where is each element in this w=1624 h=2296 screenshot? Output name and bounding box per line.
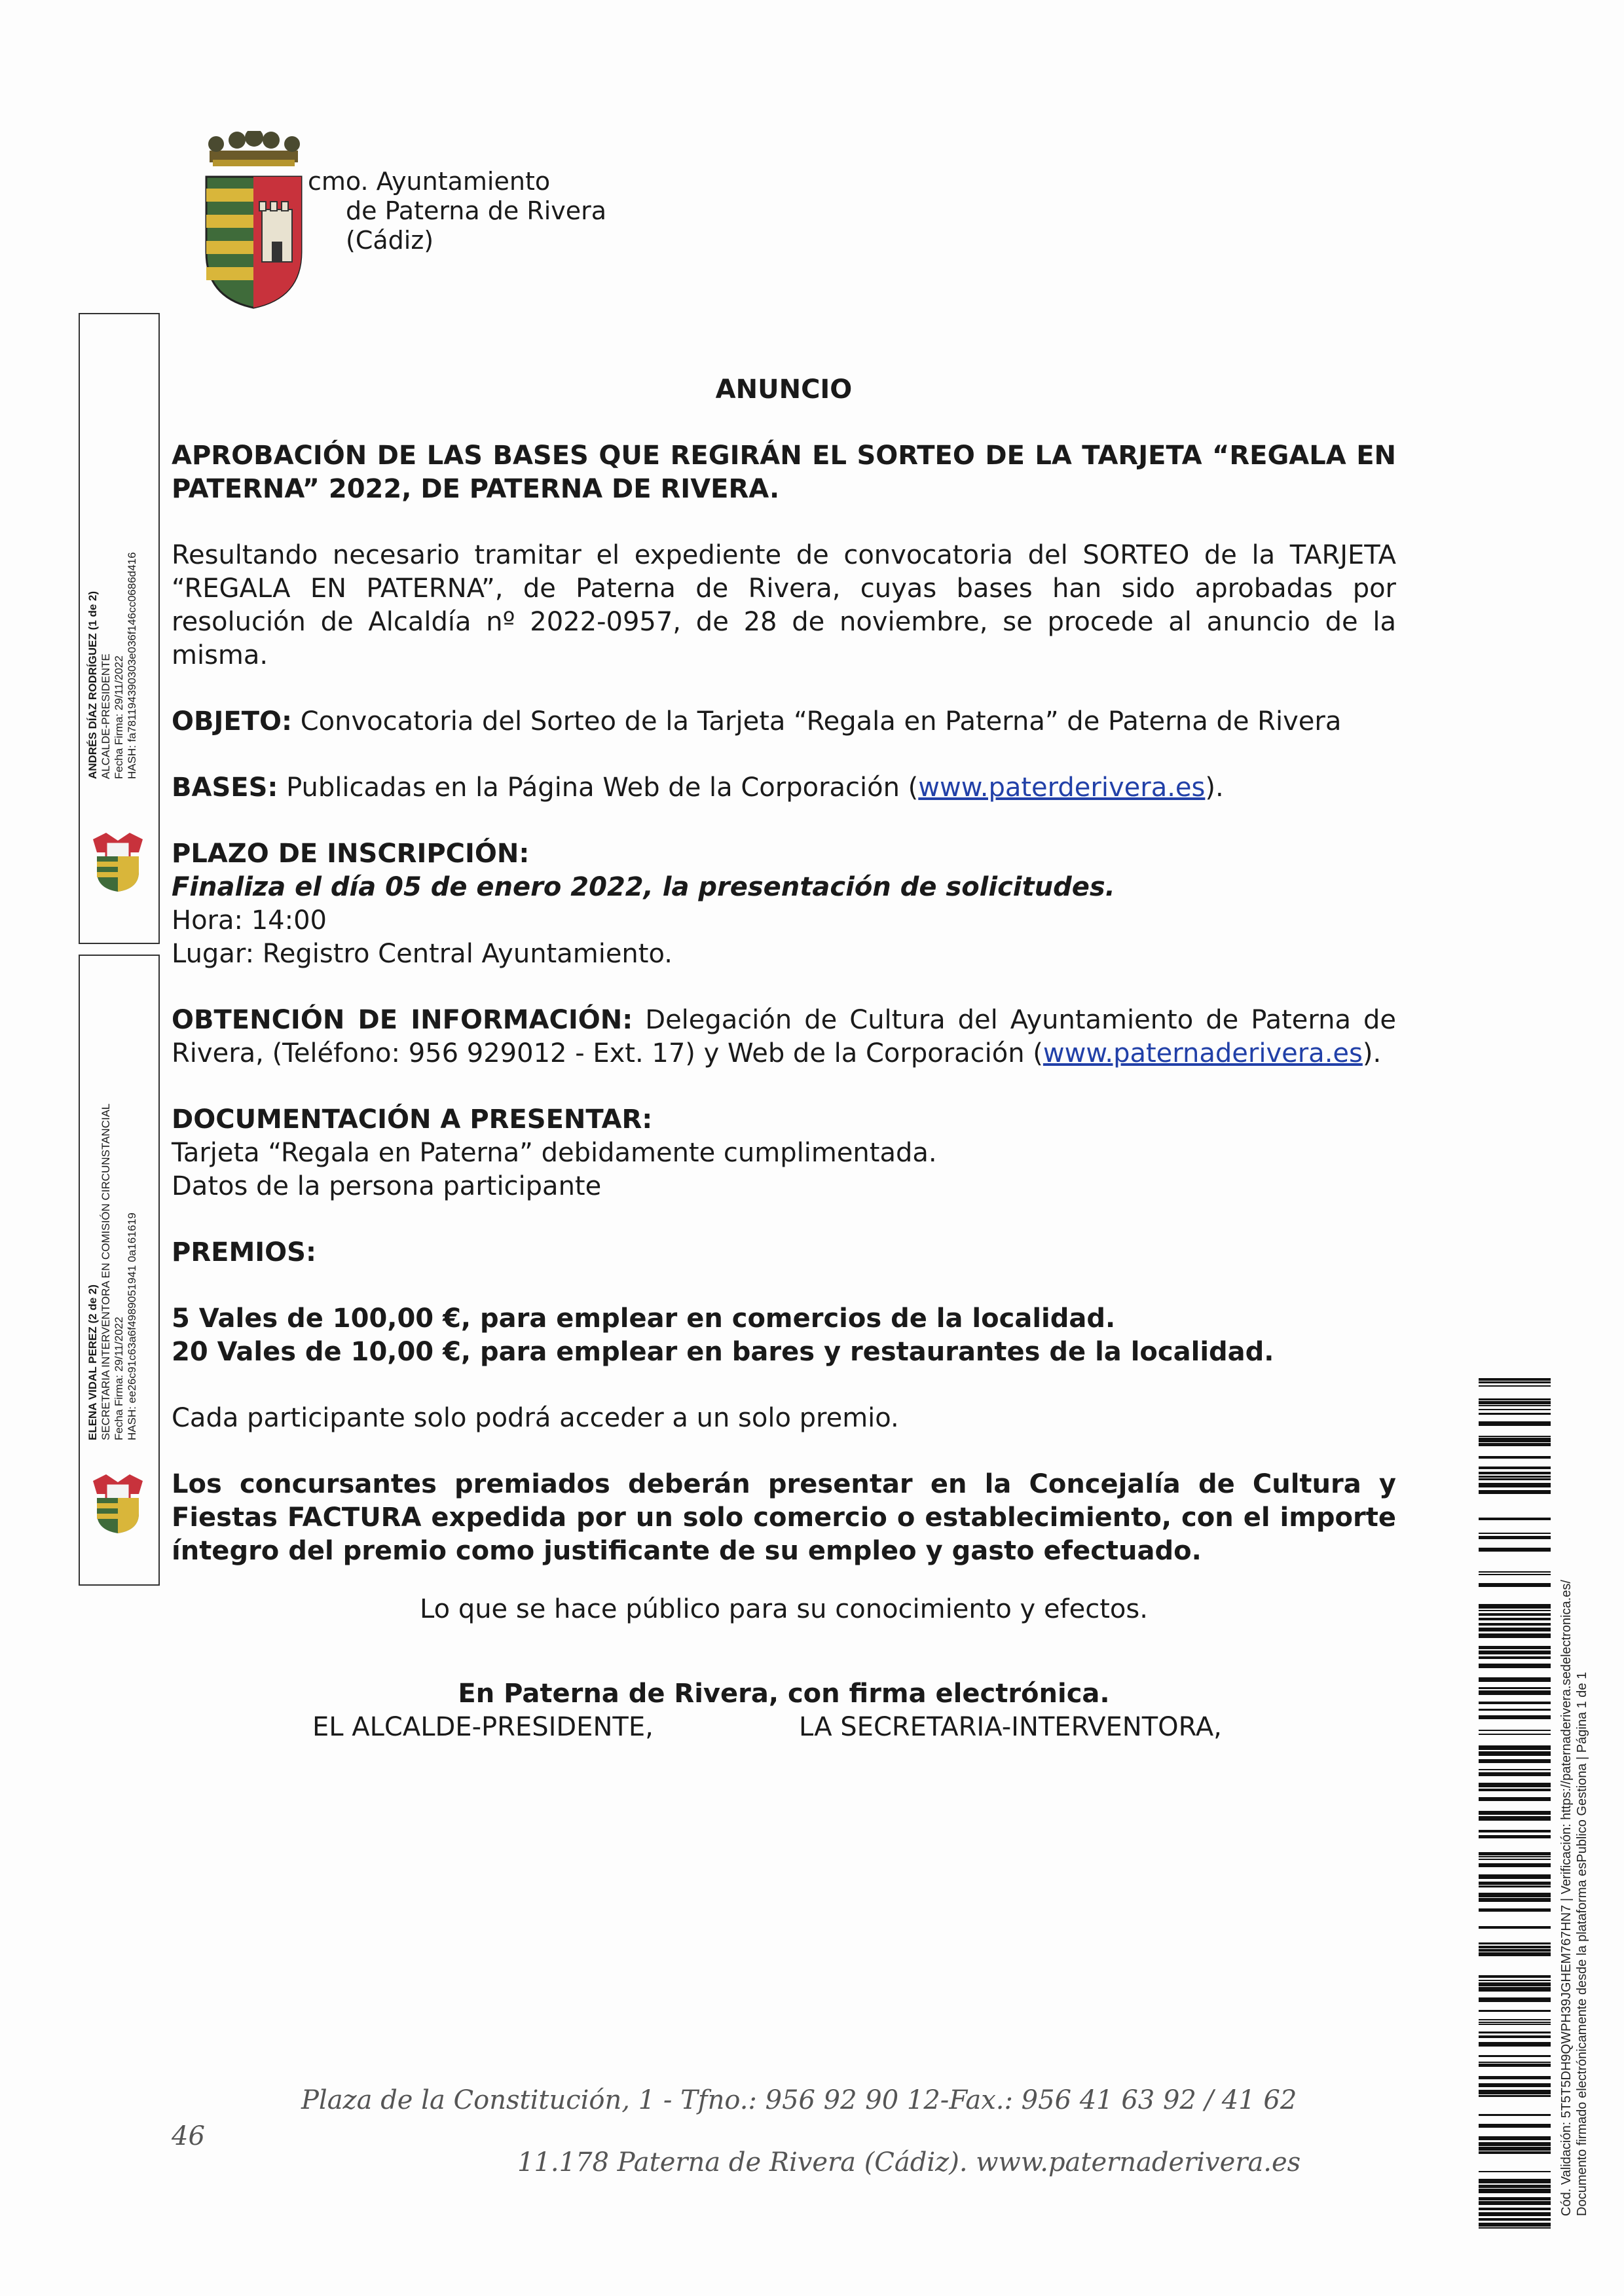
barcode-bar [1479, 1378, 1551, 1381]
barcode-bar [1479, 2064, 1551, 2067]
barcode-bar [1479, 2189, 1551, 2193]
objeto-section [172, 705, 1396, 738]
signing-place: En Paterna de Rivera, con firma electrónica. [458, 1679, 1110, 1709]
barcode-bar [1479, 2151, 1551, 2154]
signer-role: SECRETARIA INTERVENTORA EN COMISIÓN CIRCUNSTANCIAL [100, 1103, 112, 1440]
barcode-bar [1479, 1893, 1551, 1897]
signer-role: ALCALDE-PRESIDENTE [100, 653, 112, 779]
tower-icon [259, 202, 292, 262]
barcode-bar [1479, 1886, 1551, 1887]
barcode-bar [1479, 1518, 1551, 1520]
barcode-bar [1479, 1975, 1551, 1978]
seal-icon [86, 833, 149, 892]
barcode-bar [1479, 1650, 1551, 1654]
signature-date: Fecha Firma: 29/11/2022 [113, 1317, 125, 1440]
barcode-bar [1479, 2019, 1551, 2020]
stamp-text [86, 1104, 139, 1441]
documentation-label: DOCUMENTACIÓN A PRESENTAR: [172, 1104, 653, 1135]
barcode-bar [1479, 2024, 1551, 2025]
barcode-bar [1479, 1656, 1551, 1659]
single-prize-note: Cada participante solo podrá acceder a un solo premio. [172, 1403, 899, 1433]
barcode-bar [1479, 1571, 1551, 1573]
barcode-bar [1479, 1610, 1551, 1611]
barcode-bar [1479, 1574, 1551, 1575]
barcode-bar [1479, 1859, 1551, 1860]
barcode-bar [1479, 1863, 1551, 1867]
barcode-bar [1479, 1811, 1551, 1815]
barcode-bar [1479, 1709, 1551, 1711]
barcode-bar [1479, 2035, 1551, 2038]
barcode-bar [1479, 1623, 1551, 1626]
barcode-bar [1479, 2179, 1551, 2183]
barcode-bar [1479, 1536, 1551, 1539]
barcode-bar [1479, 2212, 1551, 2216]
prizes-list [172, 1302, 1396, 1369]
validation-text [1559, 1580, 1590, 2216]
signature-hash: HASH: ee26c91c63a6f4989051941 0a161619 [126, 1212, 138, 1440]
signer-name: ANDRÉS DÍAZ RODRÍGUEZ (1 de 2) [86, 591, 99, 779]
barcode-bar [1479, 2010, 1551, 2012]
barcode-bar [1479, 1533, 1551, 1534]
documentation-line-1: Tarjeta “Regala en Paterna” debidamente cumplimentada. [172, 1138, 937, 1168]
documentation-line-2: Datos de la persona participante [172, 1171, 602, 1201]
footer-address: Plaza de la Constitución, 1 - Tfno.: 956 92 90 12-Fax.: 956 41 63 92 / 41 62 [301, 2085, 1297, 2115]
info-section [172, 1004, 1396, 1070]
barcode-bar [1479, 2136, 1551, 2140]
barcode-bar [1479, 1949, 1551, 1952]
prize-item: 20 Vales de 10,00 €, para emplear en bares y restaurantes de la localidad. [172, 1337, 1274, 1367]
barcode-bar [1479, 1730, 1551, 1731]
plazo-deadline: Finaliza el día 05 de enero 2022, la presentación de solicitudes. [172, 872, 1115, 902]
prize-item: 5 Vales de 100,00 €, para emplear en comercios de la localidad. [172, 1303, 1116, 1334]
barcode-bar [1479, 2076, 1551, 2079]
page-number: 46 [172, 2121, 205, 2151]
document-subject: APROBACIÓN DE LAS BASES QUE REGIRÁN EL SORTEO DE LA TARJETA “REGALA EN PATERNA” 2022, DE PATERNA DE RIVERA. [172, 441, 1396, 504]
barcode-bar [1479, 2197, 1551, 2200]
barcode-bar [1479, 1618, 1551, 1620]
barcode-bar [1479, 1769, 1551, 1770]
barcode-bar [1479, 2142, 1551, 2146]
barcode-bar [1479, 1398, 1551, 1400]
bases-label: BASES: [172, 773, 278, 803]
barcode-bar [1479, 1946, 1551, 1948]
barcode-bar [1479, 1690, 1551, 1695]
barcode-bar [1479, 2218, 1551, 2221]
barcode-bar [1479, 1604, 1551, 1609]
barcode-bar [1479, 1745, 1551, 1750]
stamp-text [86, 552, 139, 779]
validation-line-1: Cód. Validación: 5T5T5DH9QWPH39JGHEM767HN7 | Verificación: https://paternaderivera.sedelectronica.es/ [1559, 1580, 1574, 2216]
barcode-bar [1479, 1633, 1551, 1638]
barcode-bar [1479, 1476, 1551, 1478]
crown-icon [208, 131, 300, 166]
footer-city-website: 11.178 Paterna de Rivera (Cádiz). www.paternaderivera.es [517, 2147, 1301, 2178]
info-text: Delegación de Cultura del Ayuntamiento de Paterna de Rivera, (Teléfono: 956 929012 - Ext. 17) y Web de la Corporación ( [172, 1005, 1396, 1068]
objeto-text: Convocatoria del Sorteo de la Tarjeta “Regala en Paterna” de Paterna de Rivera [291, 706, 1342, 737]
validation-line-2: Documento firmado electrónicamente desde la plataforma esPublico Gestiona | Página 1 de 1 [1575, 1671, 1589, 2216]
barcode-bar [1479, 1413, 1551, 1415]
documentation-section [172, 1103, 1396, 1203]
barcode-bar [1479, 2114, 1551, 2116]
barcode-bar [1479, 2022, 1551, 2023]
barcode-bar [1479, 1835, 1551, 1838]
barcode-bar [1479, 1687, 1551, 1689]
barcode-bar [1479, 1898, 1551, 1902]
barcode-bar [1479, 1997, 1551, 2002]
barcode-bar [1479, 1952, 1551, 1956]
header-line-3: (Cádiz) [346, 226, 434, 255]
signature-stamp-secretary [79, 955, 160, 1586]
barcode-bar [1479, 1980, 1551, 1981]
barcode-bar [1479, 1759, 1551, 1763]
barcode-bar [1479, 2055, 1551, 2057]
barcode-bar [1479, 2032, 1551, 2033]
municipal-crest-logo [196, 131, 311, 311]
signer-secretary-title: LA SECRETARIA-INTERVENTORA, [799, 1712, 1222, 1742]
barcode-bar [1479, 1583, 1551, 1587]
barcode-bar [1479, 1908, 1551, 1912]
barcode-bar [1479, 2227, 1551, 2229]
barcode-bar [1479, 2171, 1551, 2172]
barcode-bar [1479, 1467, 1551, 1469]
barcode-bar [1479, 1816, 1551, 1821]
barcode-bar [1479, 2185, 1551, 2188]
signer-mayor-title: EL ALCALDE-PRESIDENTE, [312, 1712, 654, 1742]
barcode-bar [1479, 1385, 1551, 1387]
barcode-bar [1479, 1472, 1551, 1474]
signature-hash: HASH: fa781194390303e036f146cc0686d416 [126, 552, 138, 779]
barcode-bar [1479, 1381, 1551, 1383]
bases-website-link[interactable]: www.paterderivera.es [918, 773, 1206, 803]
barcode-bar [1479, 1783, 1551, 1787]
barcode-bar [1479, 2208, 1551, 2210]
barcode-bar [1479, 2124, 1551, 2128]
barcode-bar [1479, 1409, 1551, 1410]
seal-icon [86, 1474, 149, 1533]
signature-date: Fecha Firma: 29/11/2022 [113, 655, 125, 779]
barcode-bar [1479, 1789, 1551, 1791]
bases-text: Publicadas en la Página Web de la Corporación ( [278, 773, 919, 803]
barcode-bar [1479, 1987, 1551, 1992]
barcode-bar [1479, 1628, 1551, 1631]
barcode-bar [1479, 1438, 1551, 1442]
plazo-place: Lugar: Registro Central Ayuntamiento. [172, 939, 673, 969]
objeto-label: OBJETO: [172, 706, 292, 737]
document-title: ANUNCIO [715, 374, 853, 405]
plazo-hour: Hora: 14:00 [172, 905, 327, 936]
barcode-bar [1479, 1852, 1551, 1855]
barcode-bar [1479, 2147, 1551, 2151]
barcode-bar [1479, 1797, 1551, 1801]
barcode-bar [1479, 1856, 1551, 1857]
barcode-bar [1479, 1405, 1551, 1406]
barcode-bar [1479, 1677, 1551, 1682]
premios-label: PREMIOS: [172, 1237, 316, 1267]
barcode-bar [1479, 1483, 1551, 1487]
barcode-bar [1479, 1548, 1551, 1552]
barcode-bar [1479, 1443, 1551, 1446]
info-label: OBTENCIÓN DE INFORMACIÓN: [172, 1005, 633, 1035]
barcode-bar [1479, 1490, 1551, 1494]
barcode-bar [1479, 1751, 1551, 1756]
barcode-bar [1479, 1702, 1551, 1704]
announcement-body [172, 373, 1396, 1744]
barcode-bar [1479, 1830, 1551, 1832]
barcode-bar [1479, 1982, 1551, 1986]
header-line-1: cmo. Ayuntamiento [308, 167, 551, 196]
winners-note: Los concursantes premiados deberán presentar en la Concejalía de Cultura y Fiestas FACTURA expedida por un solo comercio o establecimiento, con el importe íntegro del premio como justificante de su empleo y gasto efectuado. [172, 1469, 1396, 1566]
barcode-bar [1479, 2042, 1551, 2047]
barcode-bar [1479, 1421, 1551, 1426]
barcode-bar [1479, 1874, 1551, 1879]
plazo-section [172, 837, 1396, 971]
public-note: Lo que se hace público para su conocimiento y efectos. [420, 1594, 1148, 1624]
header-line-2: de Paterna de Rivera [346, 196, 607, 225]
plazo-label: PLAZO DE INSCRIPCIÓN: [172, 839, 530, 869]
barcode-bar [1479, 1882, 1551, 1885]
barcode-bar [1479, 1646, 1551, 1649]
barcode-bar [1479, 1942, 1551, 1944]
barcode-bar [1479, 1436, 1551, 1437]
barcode-bar [1479, 2201, 1551, 2205]
barcode-bar [1479, 1613, 1551, 1616]
barcode-bar [1479, 2083, 1551, 2087]
signature-stamp-mayor [79, 313, 160, 944]
barcode-bar [1479, 1401, 1551, 1404]
institution-header [308, 167, 606, 255]
barcode-bar [1479, 2062, 1551, 2063]
barcode-bar [1479, 2095, 1551, 2097]
signers-row [172, 1711, 1396, 1744]
barcode-bar [1479, 2223, 1551, 2227]
barcode-bar [1479, 1664, 1551, 1668]
barcode-bar [1479, 1772, 1551, 1776]
validation-barcode [1479, 1378, 1551, 2229]
bases-end: ). [1205, 773, 1224, 803]
intro-paragraph: Resultando necesario tramitar el expediente de convocatoria del SORTEO de la TARJETA “REGALA EN PATERNA”, de Paterna de Rivera, cuyas bases han sido aprobadas por resolución de Alcaldía nº 2022-0957, de 28 de noviembre, se procede al anuncio de la misma. [172, 540, 1396, 670]
bases-section [172, 771, 1396, 805]
info-end: ). [1362, 1038, 1382, 1068]
barcode-bar [1479, 1734, 1551, 1735]
barcode-bar [1479, 1478, 1551, 1480]
barcode-bar [1479, 2090, 1551, 2094]
barcode-bar [1479, 1715, 1551, 1719]
barcode-bar [1479, 1456, 1551, 1459]
signer-name: ELENA VIDAL PEREZ (2 de 2) [86, 1284, 99, 1440]
barcode-bar [1479, 1926, 1551, 1929]
info-website-link[interactable]: www.paternaderivera.es [1043, 1038, 1363, 1068]
